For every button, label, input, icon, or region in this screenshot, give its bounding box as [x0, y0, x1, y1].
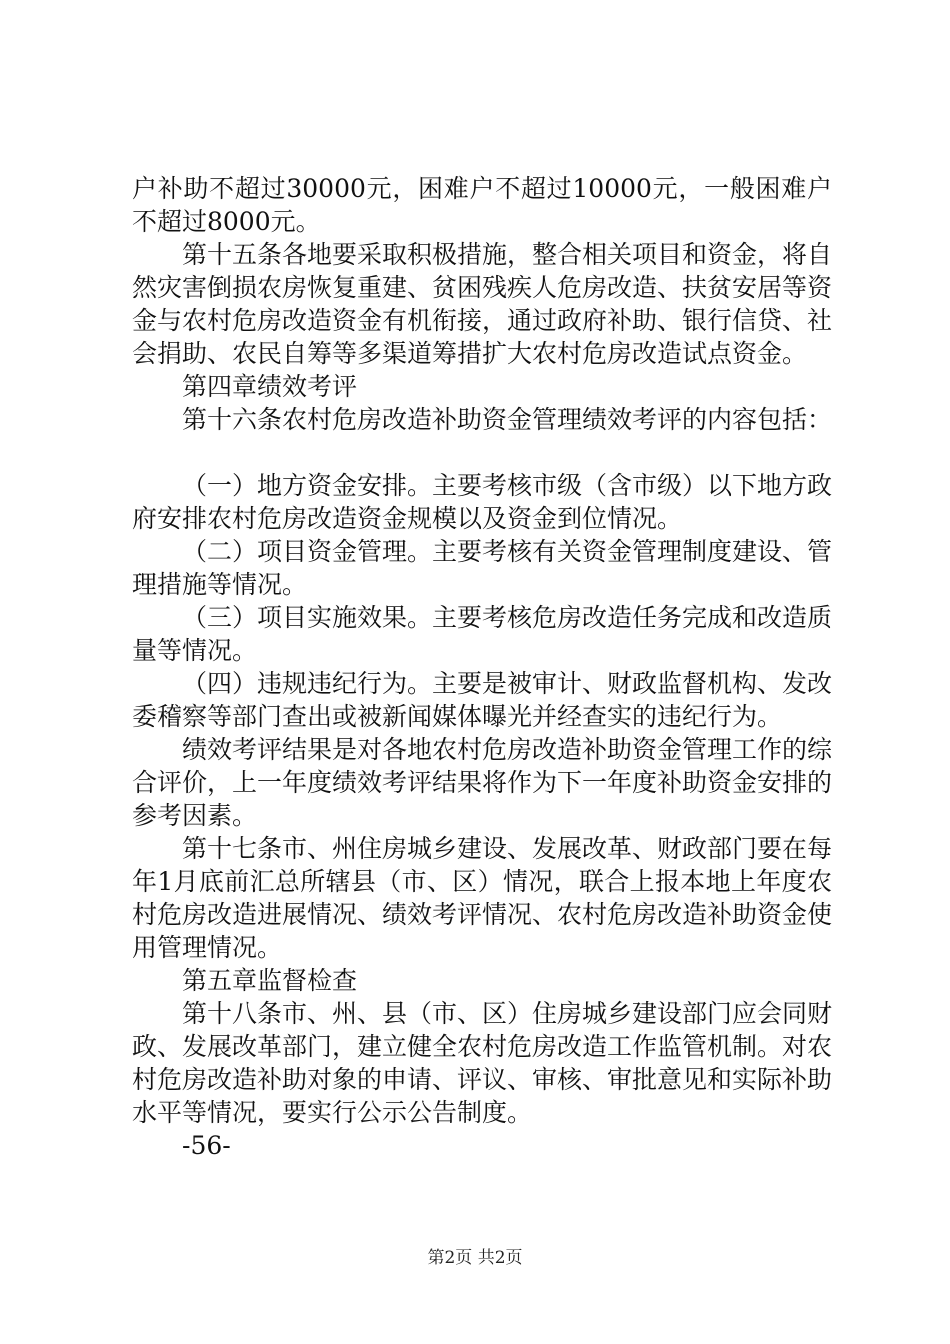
paragraph: 户补助不超过30000元，困难户不超过10000元，一般困难户不超过8000元。	[132, 174, 832, 236]
paragraph: 第十八条市、州、县（市、区）住房城乡建设部门应会同财政、发展改革部门，建立健全农村危房改造工作监管机制。对农村危房改造补助对象的申请、评议、审核、审批意见和实际补助水平等情况，要实行公示公告制度。	[132, 999, 833, 1127]
paragraph: 第十六条农村危房改造补助资金管理绩效考评的内容包括：	[182, 405, 833, 434]
inline-page-number: -56-	[182, 1131, 231, 1160]
list-item: （四）违规违纪行为。主要是被审计、财政监督机构、发改委稽察等部门查出或被新闻媒体曝光并经查实的违纪行为。	[132, 669, 833, 731]
chapter-heading: 第四章绩效考评	[182, 372, 358, 401]
list-item: （三）项目实施效果。主要考核危房改造任务完成和改造质量等情况。	[132, 603, 833, 665]
blank-line	[132, 436, 832, 469]
chapter-heading: 第五章监督检查	[182, 966, 358, 995]
paragraph: 第十五条各地要采取积极措施，整合相关项目和资金，将自然灾害倒损农房恢复重建、贫困残疾人危房改造、扶贫安居等资金与农村危房改造资金有机衔接，通过政府补助、银行信贷、社会捐助、农民自筹等多渠道筹措扩大农村危房改造试点资金。	[132, 240, 833, 368]
paragraph: 绩效考评结果是对各地农村危房改造补助资金管理工作的综合评价，上一年度绩效考评结果将作为下一年度补助资金安排的参考因素。	[132, 735, 833, 830]
page-footer: 第2页 共2页	[427, 1248, 523, 1268]
list-item: （一）地方资金安排。主要考核市级（含市级）以下地方政府安排农村危房改造资金规模以及资金到位情况。	[132, 471, 833, 533]
list-item: （二）项目资金管理。主要考核有关资金管理制度建设、管理措施等情况。	[132, 537, 833, 599]
document-body	[132, 172, 832, 1162]
paragraph: 第十七条市、州住房城乡建设、发展改革、财政部门要在每年1月底前汇总所辖县（市、区）情况，联合上报本地上年度农村危房改造进展情况、绩效考评情况、农村危房改造补助资金使用管理情况。	[132, 834, 833, 962]
